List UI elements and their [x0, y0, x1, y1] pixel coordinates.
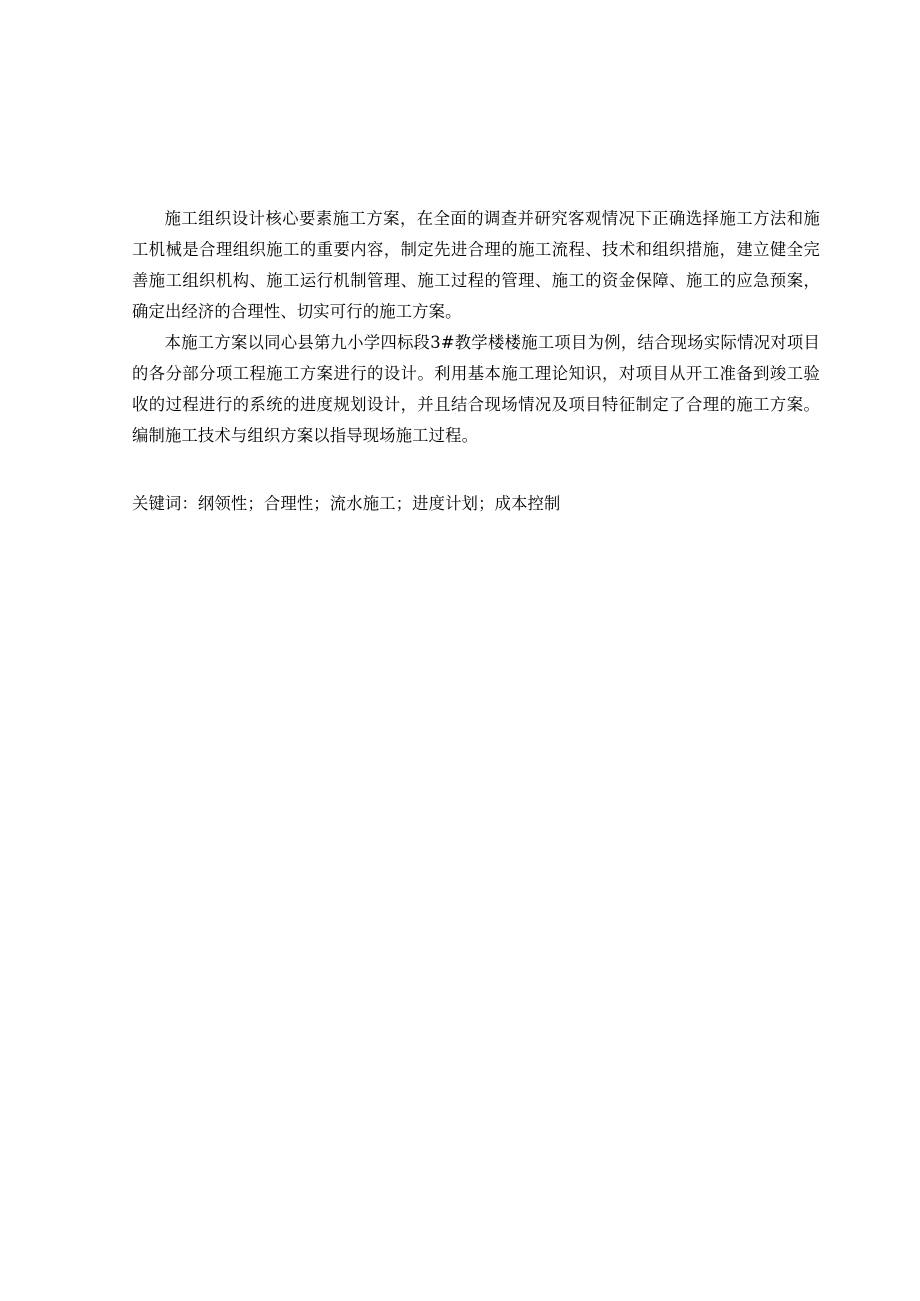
abstract-paragraph-2: 本施工方案以同心县第九小学四标段3#教学楼楼施工项目为例，结合现场实际情况对项目的各分部分项工程施工方案进行的设计。利用基本施工理论知识，对项目从开工准备到竣工验收的过程进行的系统的进度规划设计，并且结合现场情况及项目特征制定了合理的施工方案。编制施工技术与组织方案以指导现场施工过程。 [132, 333, 820, 445]
abstract-body [132, 203, 820, 451]
keywords-line: 关键词：纲领性；合理性；流水施工；进度计划；成本控制 [132, 494, 561, 513]
abstract-paragraph-1: 施工组织设计核心要素施工方案，在全面的调查并研究客观情况下正确选择施工方法和施工机械是合理组织施工的重要内容，制定先进合理的施工流程、技术和组织措施，建立健全完善施工组织机构、施工运行机制管理、施工过程的管理、施工的资金保障、施工的应急预案，确定出经济的合理性、切实可行的施工方案。 [132, 209, 820, 321]
